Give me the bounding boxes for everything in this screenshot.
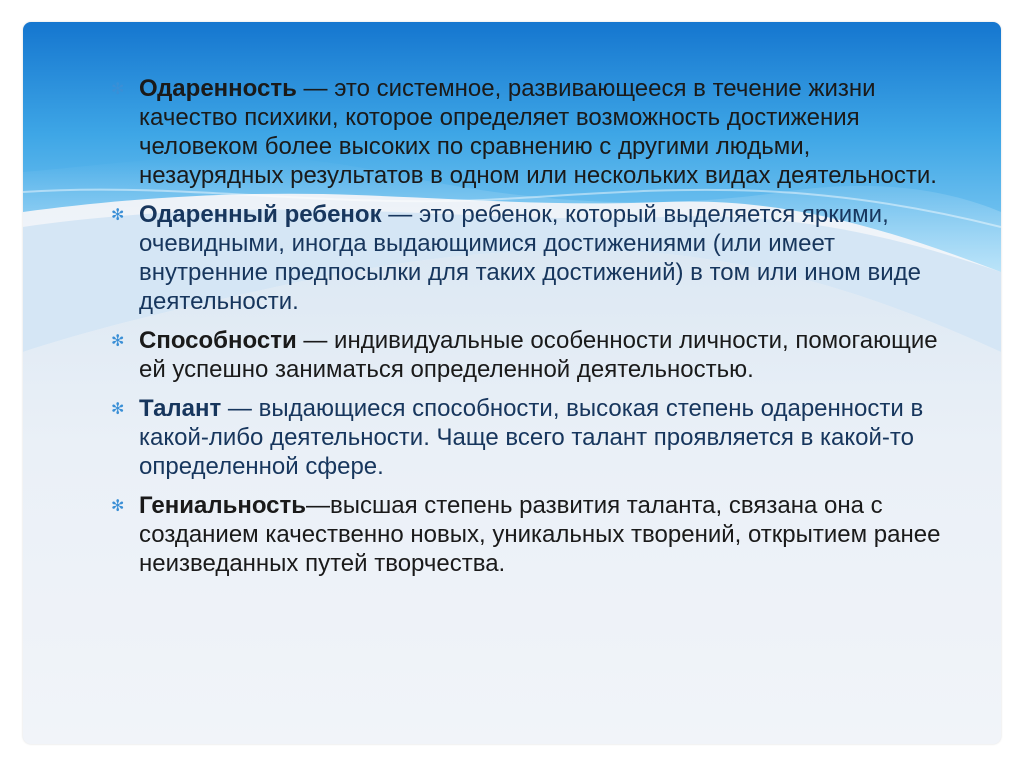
- list-item: [111, 491, 941, 578]
- definition-text: — это системное, развивающееся в течение жизни качество психики, которое определяет возможность достижения человеком более высоких по сравнению с другими людьми, незаурядных результатов в одном или нескольких видах деятельности.: [139, 75, 937, 189]
- snowflake-bullet-icon: ✻: [111, 498, 125, 515]
- term-label: Одаренность: [139, 75, 297, 102]
- snowflake-bullet-icon: ✻: [111, 207, 125, 224]
- list-item: [111, 200, 941, 316]
- snowflake-bullet-icon: ✻: [111, 401, 125, 418]
- term-label: Гениальность: [139, 492, 307, 519]
- term-label: Одаренный ребенок: [139, 201, 382, 228]
- list-item: [111, 394, 941, 481]
- definition-list: [111, 74, 941, 588]
- snowflake-bullet-icon: ✻: [111, 333, 125, 350]
- term-label: Талант: [139, 395, 222, 422]
- definition-text: — индивидуальные особенности личности, помогающие ей успешно заниматься определенной деятельностью.: [139, 327, 938, 383]
- list-item: [111, 74, 941, 190]
- definition-text: — выдающиеся способности, высокая степень одаренности в какой-либо деятельности. Чаще всего талант проявляется в какой-то определенной сфере.: [139, 395, 924, 480]
- definition-text: —высшая степень развития таланта, связана она с созданием качественно новых, уникальных творений, открытием ранее неизведанных путей творчества.: [139, 492, 941, 577]
- term-label: Способности: [139, 327, 297, 354]
- content-panel: [23, 22, 1001, 744]
- definition-text: — это ребенок, который выделяется яркими, очевидными, иногда выдающимися достижениями (или имеет внутренние предпосылки для таких достижений) в том или ином виде деятельности.: [139, 201, 921, 315]
- list-item: [111, 326, 941, 384]
- snowflake-bullet-icon: ✻: [111, 81, 125, 98]
